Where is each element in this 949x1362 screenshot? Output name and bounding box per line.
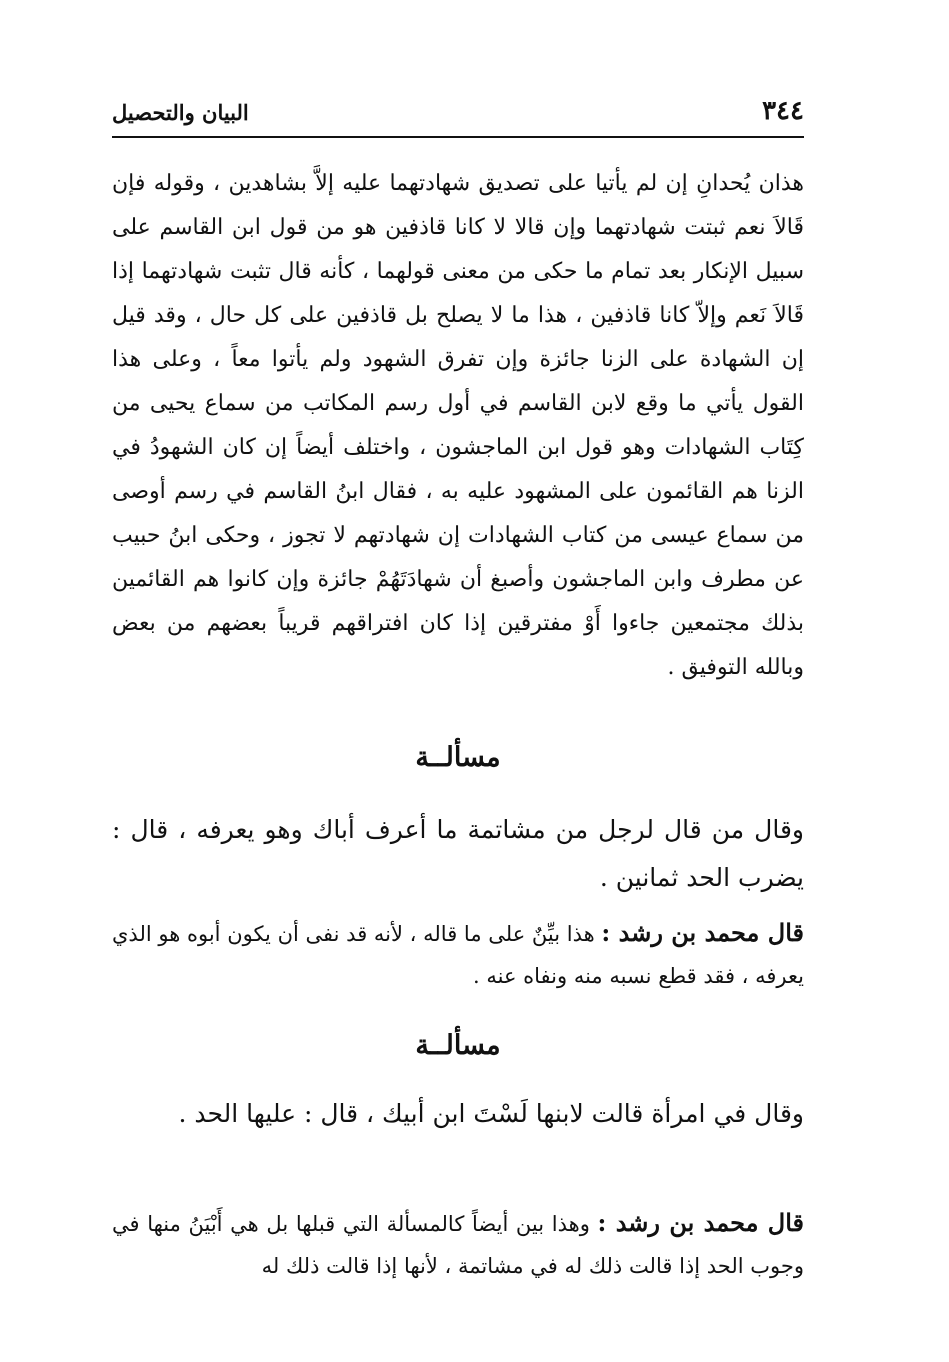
answer-2	[112, 1202, 804, 1287]
page-header	[112, 96, 804, 138]
question-1: وقال من قال لرجل من مشاتمة ما أعرف أباك وهو يعرفه ، قال : يضرب الحد ثمانين .	[112, 815, 804, 892]
answer-speaker-2: قال محمد بن رشد :	[597, 1208, 804, 1237]
answer-text-1: هذا بيِّنٌ على ما قاله ، لأنه قد نفى أن يكون أبوه هو الذي يعرفه ، فقد قطع نسبه منه ونفاه عنه .	[112, 922, 804, 988]
page-number: ٣٤٤	[762, 96, 804, 126]
paragraph-1: هذان يُحدانِ إن لم يأتيا على تصديق شهادتهما عليه إلاَّ بشاهدين ، وقوله فإن قَالاَ نعم ثبتت شهادتهما وإن قالا لا كانا قاذفين هو من قول ابن القاسم على سبيل الإنكار بعد تمام ما حكى من معنى قولهما ، كأنه قال تثبت شهادتهما إذا قَالاَ نَعم وإلاّ كانا قاذفين ، هذا ما لا يصلح بل قاذفين على كل حال ، وقد قيل إن الشهادة على الزنا جائزة وإن تفرق الشهود ولم يأتوا معاً ، وعلى هذا القول يأتي ما وقع لابن القاسم في أول رسم المكاتب من سماع يحيى من كِتَاب الشهادات وهو قول ابن الماجشون ، واختلف أيضاً إن كان الشهودُ في الزنا هم القائمون على المشهود عليه به ، فقال ابنُ القاسم في رسم أوصى من سماع عيسى من كتاب الشهادات إن شهادتهم لا تجوز ، وحكى ابنُ حبيب عن مطرف وابن الماجشون وأصبغ أن شهادَتَهُمْ جائزة وإن كانوا هم القائمين بذلك مجتمعين جاءوا أَوْ مفترقين إذا كان افتراقهم قريباً بعضهم من بعض وبالله التوفيق .	[112, 171, 804, 680]
section-heading-2: مسألــة	[415, 1030, 501, 1061]
question-2: وقال في امرأة قالت لابنها لَسْتَ ابن أبيك ، قال : عليها الحد .	[178, 1099, 804, 1128]
section-heading-1: مسألــة	[415, 742, 501, 773]
answer-speaker-1: قال محمد بن رشد :	[601, 918, 804, 947]
answer-text-2: وهذا بين أيضاً كالمسألة التي قبلها بل هي أَبْيَنُ منها في وجوب الحد إذا قالت ذلك له في مشاتمة ، لأنها إذا قالت ذلك له	[112, 1212, 804, 1278]
book-title: البيان والتحصيل	[112, 100, 249, 125]
answer-1	[112, 912, 804, 997]
